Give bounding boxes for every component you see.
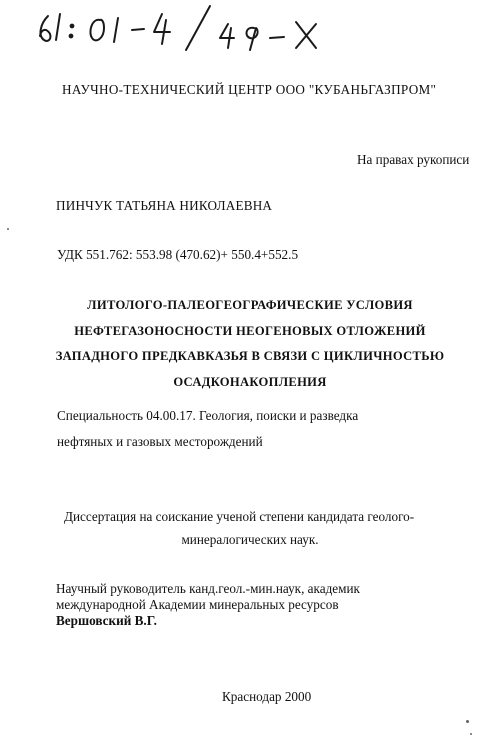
dissertation-note-line-1: Диссертация на соискание ученой степени кандидата геолого- [64,509,415,524]
city-year: Краснодар 2000 [222,689,312,704]
title-line: НЕФТЕГАЗОНОСНОСТИ НЕОГЕНОВЫХ ОТЛОЖЕНИЙ [74,323,426,338]
dissertation-note-line-2: минералогических наук. [181,532,319,547]
rights-note: На правах рукописи [357,152,470,167]
specialty-line-1: Специальность 04.00.17. Геология, поиски и разведка [57,408,359,423]
udk-code: УДК 551.762: 553.98 (470.62)+ 550.4+552.5 [57,247,299,262]
organization-name: НАУЧНО-ТЕХНИЧЕСКИЙ ЦЕНТР ООО "КУБАНЬГАЗПРОМ" [62,82,437,97]
supervisor-line-1: Научный руководитель канд.геол.-мин.наук, академик [56,581,360,596]
author-name: ПИНЧУК ТАТЬЯНА НИКОЛАЕВНА [56,198,273,213]
specialty-line-2: нефтяных и газовых месторождений [57,434,263,449]
handwritten-archive-code [34,2,334,52]
title-line: ОСАДКОНАКОПЛЕНИЯ [173,374,327,389]
title-line: ЛИТОЛОГО-ПАЛЕОГЕОГРАФИЧЕСКИЕ УСЛОВИЯ [87,298,413,312]
supervisor-line-2: международной Академии минеральных ресурсов [56,597,339,612]
dissertation-title [20,293,480,395]
scan-speck [7,228,9,230]
supervisor-name: Вершовский В.Г. [56,613,157,628]
scan-speck [466,720,469,723]
scan-speck [470,733,472,735]
title-line: ЗАПАДНОГО ПРЕДКАВКАЗЬЯ В СВЯЗИ С ЦИКЛИЧНОСТЬЮ [55,349,445,363]
